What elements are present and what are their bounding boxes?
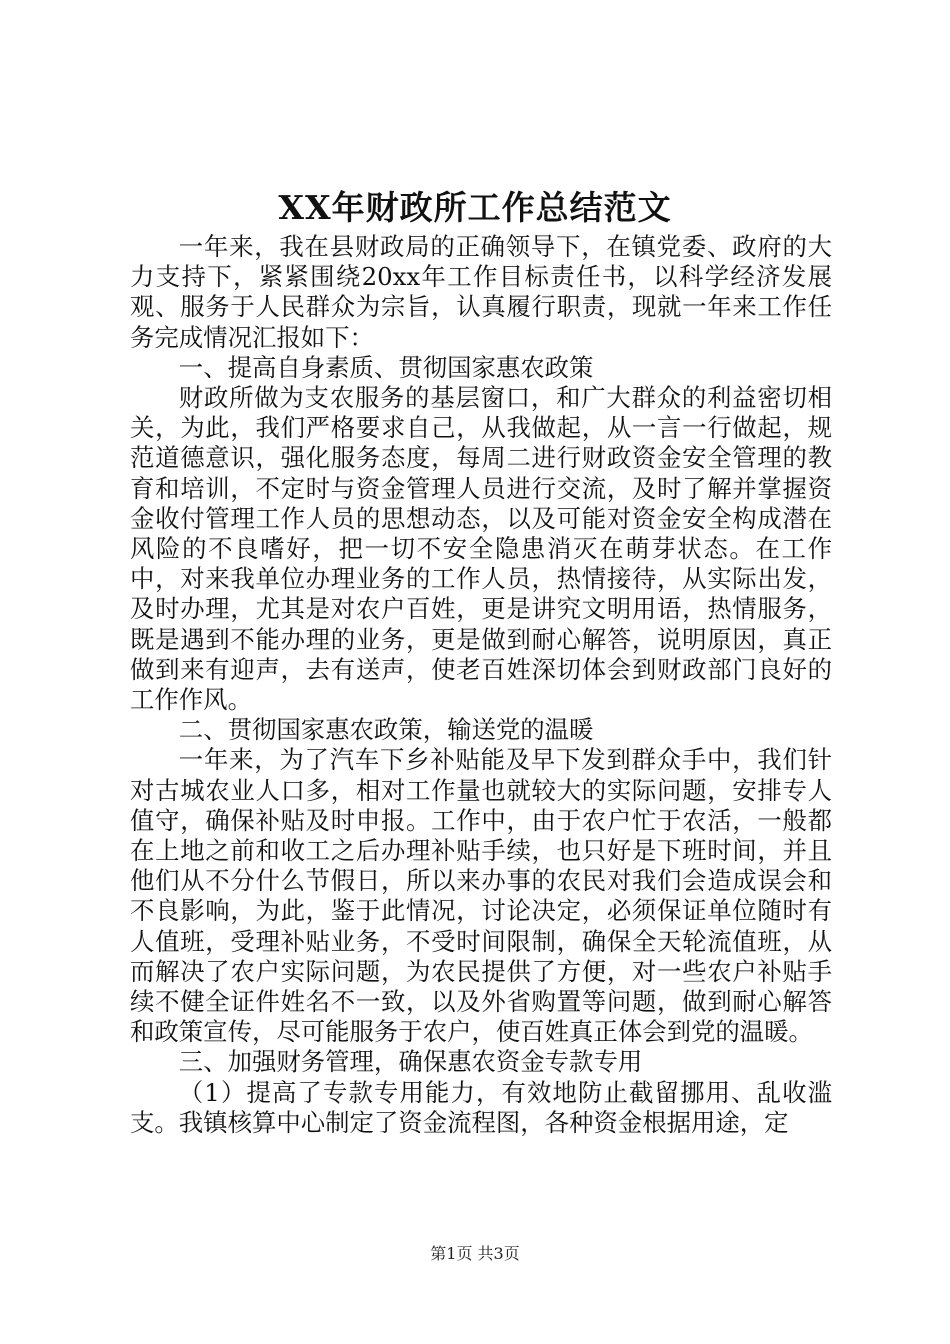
- section-heading-1: 一、提高自身素质、贯彻国家惠农政策: [178, 352, 594, 382]
- document-body: [130, 232, 832, 1138]
- page-number-footer: 第1页 共3页: [430, 1244, 520, 1263]
- section-heading-2: 二、贯彻国家惠农政策，输送党的温暖: [178, 715, 594, 745]
- section-heading-3: 三、加强财务管理，确保惠农资金专款专用: [178, 1047, 643, 1077]
- paragraph-section-3-item-1: （1）提高了专款专用能力，有效地防止截留挪用、乱收滥支。我镇核算中心制定了资金流程图，各种资金根据用途，定: [130, 1077, 832, 1137]
- document-title: XX年财政所工作总结范文: [278, 188, 672, 227]
- paragraph-intro: 一年来，我在县财政局的正确领导下，在镇党委、政府的大力支持下，紧紧围绕20xx年工作目标责任书，以科学经济发展观、服务于人民群众为宗旨，认真履行职责，现就一年来工作任务完成情况汇报如下：: [130, 232, 832, 352]
- paragraph-section-2: 一年来，为了汽车下乡补贴能及早下发到群众手中，我们针对古城农业人口多，相对工作量也就较大的实际问题，安排专人值守，确保补贴及时申报。工作中，由于农户忙于农活，一般都在上地之前和收工之后办理补贴手续，也只好是下班时间，并且他们从不分什么节假日，所以来办事的农民对我们会造成误会和不良影响，为此，鉴于此情况，讨论决定，必须保证单位随时有人值班，受理补贴业务，不受时间限制，确保全天轮流值班，从而解决了农户实际问题，为农民提供了方便，对一些农户补贴手续不健全证件姓名不一致，以及外省购置等问题，做到耐心解答和政策宣传，尽可能服务于农户，使百姓真正体会到党的温暖。: [130, 745, 832, 1047]
- paragraph-section-1: 财政所做为支农服务的基层窗口，和广大群众的利益密切相关，为此，我们严格要求自己，从我做起，从一言一行做起，规范道德意识，强化服务态度，每周二进行财政资金安全管理的教育和培训，不定时与资金管理人员进行交流，及时了解并掌握资金收付管理工作人员的思想动态，以及可能对资金安全构成潜在风险的不良嗜好，把一切不安全隐患消灭在萌芽状态。在工作中，对来我单位办理业务的工作人员，热情接待，从实际出发，及时办理，尤其是对农户百姓，更是讲究文明用语，热情服务，既是遇到不能办理的业务，更是做到耐心解答，说明原因，真正做到来有迎声，去有送声，使老百姓深切体会到财政部门良好的工作作风。: [130, 383, 832, 715]
